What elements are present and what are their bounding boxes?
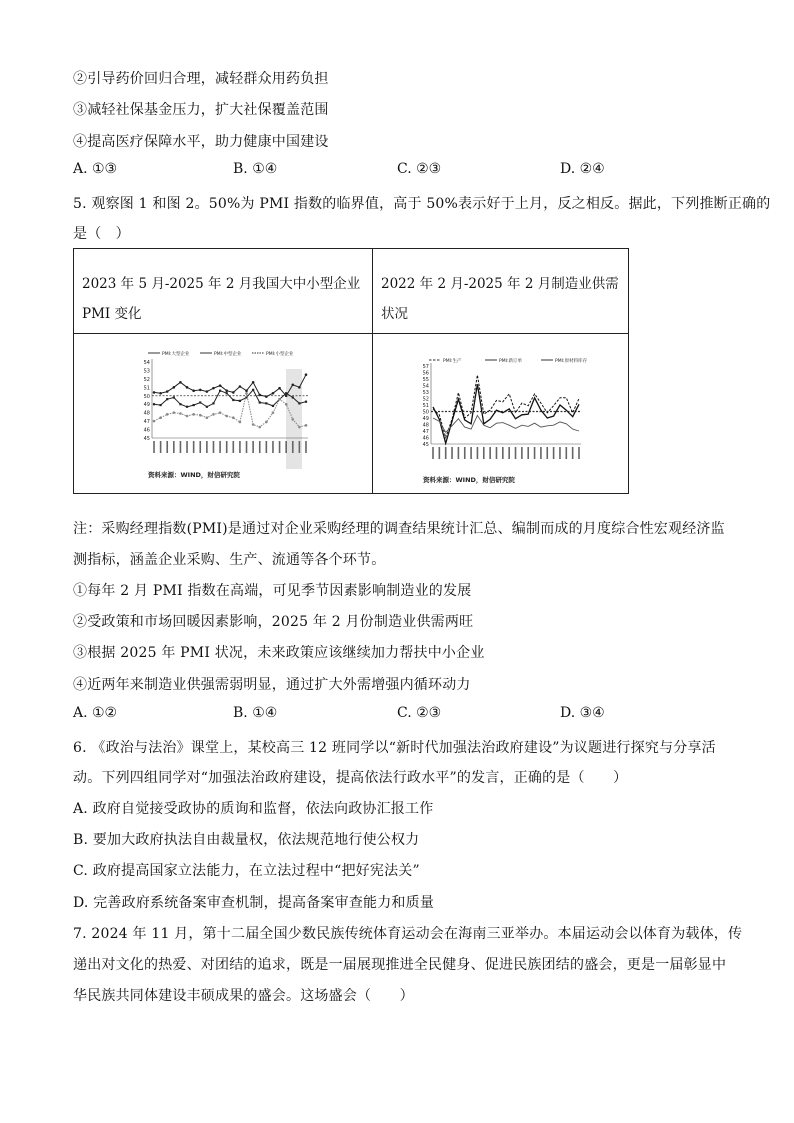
data-point bbox=[232, 416, 235, 419]
x-tick-label-mark bbox=[464, 447, 466, 459]
x-tick-label-mark bbox=[186, 441, 188, 453]
data-point bbox=[265, 402, 267, 404]
data-point bbox=[199, 414, 202, 417]
data-point bbox=[225, 389, 228, 392]
x-tick-label-mark bbox=[285, 441, 287, 453]
question-6-stem: 6. 《政治与法治》课堂上，某校高三 12 班同学以“新时代加强法治政府建设”为议题进行探究与分享活 bbox=[73, 740, 716, 756]
statement-2: ②引导药价回归合理，减轻群众用药负担 bbox=[73, 71, 329, 87]
x-tick-label-mark bbox=[508, 447, 510, 459]
q6-option-b[interactable]: B. 要加大政府执法自由裁量权，依法规范地行使公权力 bbox=[73, 832, 420, 848]
question-5-stem-cont: 是（ ） bbox=[73, 226, 130, 242]
data-point bbox=[153, 403, 155, 405]
x-tick-label-mark bbox=[226, 441, 228, 453]
x-tick-label-mark bbox=[199, 441, 201, 453]
question-7-stem: 7. 2024 年 11 月，第十二届全国少数民族传统体育运动会在海南三亚举办。本届运动会以体育为载体，传 bbox=[73, 926, 743, 942]
x-tick-label-mark bbox=[515, 447, 517, 459]
data-point bbox=[305, 401, 307, 403]
x-tick-label-mark bbox=[173, 441, 175, 453]
y-tick-label: 48 bbox=[422, 422, 429, 429]
q6-option-c[interactable]: C. 政府提高国家立法能力，在立法过程中“把好宪法关” bbox=[73, 863, 420, 879]
question-5-stem: 5. 观察图 1 和图 2。50%为 PMI 指数的临界值，高于 50%表示好于上月，反之相反。据此，下列推断正确的 bbox=[73, 196, 771, 212]
data-point bbox=[179, 412, 182, 415]
x-tick-label-mark bbox=[246, 441, 248, 453]
y-tick-label: 54 bbox=[143, 360, 150, 366]
x-tick-label-mark bbox=[566, 447, 568, 459]
data-point bbox=[160, 404, 162, 406]
x-tick-label-mark bbox=[546, 447, 548, 459]
x-tick-label-mark bbox=[206, 441, 208, 453]
q5-statement-1: ①每年 2 月 PMI 指数在高端，可见季节因素影响制造业的发展 bbox=[73, 583, 472, 599]
data-point bbox=[153, 420, 156, 423]
data-point bbox=[285, 394, 288, 397]
x-tick-label-mark bbox=[470, 447, 472, 459]
legend-label: PMI:小型企业 bbox=[266, 352, 294, 357]
data-point bbox=[285, 392, 287, 394]
q6-option-a[interactable]: A. 政府自觉接受政协的质询和监督，依法向政协汇报工作 bbox=[73, 801, 434, 817]
note-line-2: 测指标，涵盖企业采购、生产、流通等各个环节。 bbox=[73, 552, 386, 568]
data-point bbox=[186, 386, 189, 389]
x-tick-label-mark bbox=[166, 441, 168, 453]
data-point bbox=[212, 413, 215, 416]
y-tick-label: 46 bbox=[143, 427, 150, 434]
data-point bbox=[298, 386, 301, 389]
data-point bbox=[159, 416, 162, 419]
x-tick-label-mark bbox=[553, 447, 555, 459]
data-point bbox=[212, 402, 214, 404]
series-line bbox=[433, 384, 579, 443]
figure-2-caption: 2022 年 2 月-2025 年 2 月制造业供需状况 bbox=[381, 276, 619, 322]
series-line bbox=[433, 415, 579, 432]
legend-label: PMI:中型企业 bbox=[214, 352, 242, 357]
x-tick-label-mark bbox=[219, 441, 221, 453]
y-tick-label: 45 bbox=[143, 436, 150, 442]
y-tick-label: 52 bbox=[143, 376, 150, 383]
x-tick-label-mark bbox=[458, 447, 460, 459]
x-tick-label-mark bbox=[193, 441, 195, 453]
data-point bbox=[192, 413, 195, 416]
series-line bbox=[433, 375, 579, 437]
chart-source: 资料来源：WIND，财信研究院 bbox=[423, 476, 515, 484]
y-tick-label: 50 bbox=[143, 393, 150, 400]
chart-source: 资料来源：WIND，财信研究院 bbox=[148, 471, 240, 479]
y-tick-label: 50 bbox=[422, 409, 429, 416]
y-tick-label: 47 bbox=[422, 429, 429, 435]
data-point bbox=[159, 392, 162, 395]
x-tick-label-mark bbox=[559, 447, 561, 459]
note-line-1: 注：采购经理指数(PMI)是通过对企业采购经理的调查结果统计汇总、编制而成的月度综合性宏观经济监 bbox=[73, 521, 725, 537]
data-point bbox=[259, 401, 261, 403]
x-tick-label-mark bbox=[572, 447, 574, 459]
statement-4: ④提高医疗保障水平，助力健康中国建设 bbox=[73, 134, 329, 150]
q4-options bbox=[73, 161, 633, 181]
x-tick-label-mark bbox=[292, 441, 294, 453]
y-tick-label: 54 bbox=[422, 383, 429, 390]
x-tick-label-mark bbox=[483, 447, 485, 459]
data-point bbox=[166, 398, 168, 400]
x-tick-label-mark bbox=[445, 447, 447, 459]
data-point bbox=[193, 404, 195, 406]
legend-label: PMI:新订单 bbox=[499, 359, 522, 364]
q5-option-a[interactable]: A. ①② bbox=[73, 705, 118, 721]
data-point bbox=[239, 421, 242, 424]
x-tick-label-mark bbox=[233, 441, 235, 453]
data-point bbox=[292, 396, 294, 398]
y-tick-label: 49 bbox=[143, 402, 150, 409]
data-point bbox=[278, 398, 281, 401]
data-point bbox=[245, 389, 248, 392]
data-point bbox=[285, 403, 288, 406]
q4-option-b[interactable]: B. ①④ bbox=[233, 161, 278, 177]
data-point bbox=[252, 381, 255, 384]
data-point bbox=[272, 392, 275, 395]
x-tick-label-mark bbox=[299, 441, 301, 453]
x-tick-label-mark bbox=[578, 447, 580, 459]
data-point bbox=[219, 390, 221, 392]
y-tick-label: 48 bbox=[143, 410, 150, 417]
x-tick-label-mark bbox=[432, 447, 434, 459]
question-7-stem-end: 华民族共同体建设丰硕成果的盛会。这场盛会（ ） bbox=[73, 988, 414, 1004]
data-point bbox=[265, 421, 268, 424]
data-point bbox=[186, 415, 189, 418]
data-point bbox=[239, 385, 242, 388]
data-point bbox=[278, 387, 281, 390]
data-point bbox=[239, 400, 241, 402]
q6-option-d[interactable]: D. 完善政府系统备案审查机制，提高备案审查能力和质量 bbox=[73, 895, 435, 911]
data-point bbox=[298, 402, 300, 404]
x-tick-label-mark bbox=[213, 441, 215, 453]
statement-3: ③减轻社保基金压力，扩大社保覆盖范围 bbox=[73, 102, 329, 118]
x-tick-label-mark bbox=[180, 441, 182, 453]
data-point bbox=[173, 396, 175, 398]
data-point bbox=[258, 426, 261, 429]
data-point bbox=[219, 411, 222, 414]
x-tick-label-mark bbox=[496, 447, 498, 459]
data-point bbox=[272, 411, 275, 414]
data-point bbox=[291, 418, 294, 421]
data-point bbox=[232, 391, 235, 394]
x-tick-label-mark bbox=[305, 441, 307, 453]
data-point bbox=[298, 426, 301, 429]
x-tick-label-mark bbox=[489, 447, 491, 459]
x-tick-label-mark bbox=[527, 447, 529, 459]
pmi-enterprise-size-chart bbox=[74, 334, 372, 489]
data-point bbox=[258, 394, 261, 397]
data-point bbox=[232, 399, 234, 401]
q5-statement-3: ③根据 2025 年 PMI 状况，未来政策应该继续加力帮扶中小企业 bbox=[73, 645, 485, 661]
x-tick-label-mark bbox=[534, 447, 536, 459]
q5-options bbox=[73, 705, 633, 725]
data-point bbox=[291, 384, 294, 387]
data-point bbox=[305, 373, 308, 376]
series-line bbox=[154, 393, 306, 427]
q5-statement-2: ②受政策和市场回暖因素影响，2025 年 2 月份制造业供需两旺 bbox=[73, 614, 474, 630]
data-point bbox=[192, 389, 195, 392]
y-tick-label: 51 bbox=[422, 403, 429, 409]
x-tick-label-mark bbox=[521, 447, 523, 459]
data-point bbox=[245, 392, 248, 395]
y-tick-label: 52 bbox=[422, 396, 429, 403]
x-tick-label-mark bbox=[239, 441, 241, 453]
data-point bbox=[179, 381, 182, 384]
data-point bbox=[199, 389, 202, 392]
y-tick-label: 49 bbox=[422, 416, 429, 422]
legend-label: PMI:生产 bbox=[443, 359, 462, 364]
data-point bbox=[219, 384, 222, 387]
legend-label: PMI:大型企业 bbox=[162, 352, 190, 357]
legend-label: PMI:原材料库存 bbox=[555, 359, 587, 364]
q5-option-c[interactable]: C. ②③ bbox=[397, 705, 442, 721]
question-7-stem-cont: 递出对文化的热爱、对团结的追求，既是一届展现推进全民健身、促进民族团结的盛会，更是一届彰显中 bbox=[73, 957, 727, 973]
data-point bbox=[166, 413, 169, 416]
x-tick-label-mark bbox=[259, 441, 261, 453]
data-point bbox=[252, 423, 255, 426]
y-tick-label: 45 bbox=[422, 442, 429, 448]
q4-option-c[interactable]: C. ②③ bbox=[397, 161, 442, 177]
data-point bbox=[212, 387, 215, 390]
y-tick-label: 57 bbox=[422, 364, 429, 370]
q4-option-d[interactable]: D. ②④ bbox=[560, 161, 605, 177]
data-point bbox=[173, 411, 176, 414]
data-point bbox=[206, 406, 208, 408]
x-tick-label-mark bbox=[266, 441, 268, 453]
data-point bbox=[206, 390, 209, 393]
data-point bbox=[272, 405, 274, 407]
q5-option-d[interactable]: D. ③④ bbox=[560, 705, 605, 721]
data-point bbox=[179, 403, 181, 405]
figure-1-caption: 2023 年 5 月-2025 年 2 月我国大中小型企业 PMI 变化 bbox=[82, 276, 361, 322]
q5-statement-4: ④近两年来制造业供强需弱明显，通过扩大外需增强内循环动力 bbox=[73, 677, 471, 693]
data-point bbox=[153, 391, 156, 394]
y-tick-label: 55 bbox=[422, 377, 429, 383]
data-point bbox=[252, 389, 254, 391]
pmi-supply-demand-chart bbox=[373, 334, 628, 489]
data-point bbox=[173, 386, 176, 389]
x-tick-label-mark bbox=[439, 447, 441, 459]
data-point bbox=[226, 392, 228, 394]
x-tick-label-mark bbox=[502, 447, 504, 459]
x-tick-label-mark bbox=[477, 447, 479, 459]
y-tick-label: 56 bbox=[422, 370, 429, 377]
data-point bbox=[186, 406, 188, 408]
x-tick-label-mark bbox=[279, 441, 281, 453]
y-tick-label: 47 bbox=[143, 419, 150, 426]
question-6-stem-cont: 动。下列四组同学对“加强法治政府建设，提高依法行政水平”的发言，正确的是（ ） bbox=[73, 770, 628, 786]
figure-table bbox=[73, 248, 629, 494]
x-tick-label-mark bbox=[540, 447, 542, 459]
data-point bbox=[166, 390, 169, 393]
q4-option-a[interactable]: A. ①③ bbox=[73, 161, 118, 177]
data-point bbox=[206, 416, 209, 419]
y-tick-label: 53 bbox=[422, 390, 429, 396]
x-tick-label-mark bbox=[451, 447, 453, 459]
data-point bbox=[225, 415, 228, 418]
y-tick-label: 46 bbox=[422, 435, 429, 442]
series-line bbox=[154, 375, 306, 397]
x-tick-label-mark bbox=[272, 441, 274, 453]
data-point bbox=[265, 395, 268, 398]
y-tick-label: 53 bbox=[143, 368, 150, 375]
x-tick-label-mark bbox=[153, 441, 155, 453]
data-point bbox=[199, 401, 201, 403]
x-tick-label-mark bbox=[252, 441, 254, 453]
data-point bbox=[305, 424, 308, 427]
x-tick-label-mark bbox=[160, 441, 162, 453]
q5-option-b[interactable]: B. ①④ bbox=[233, 705, 278, 721]
y-tick-label: 51 bbox=[143, 385, 150, 392]
